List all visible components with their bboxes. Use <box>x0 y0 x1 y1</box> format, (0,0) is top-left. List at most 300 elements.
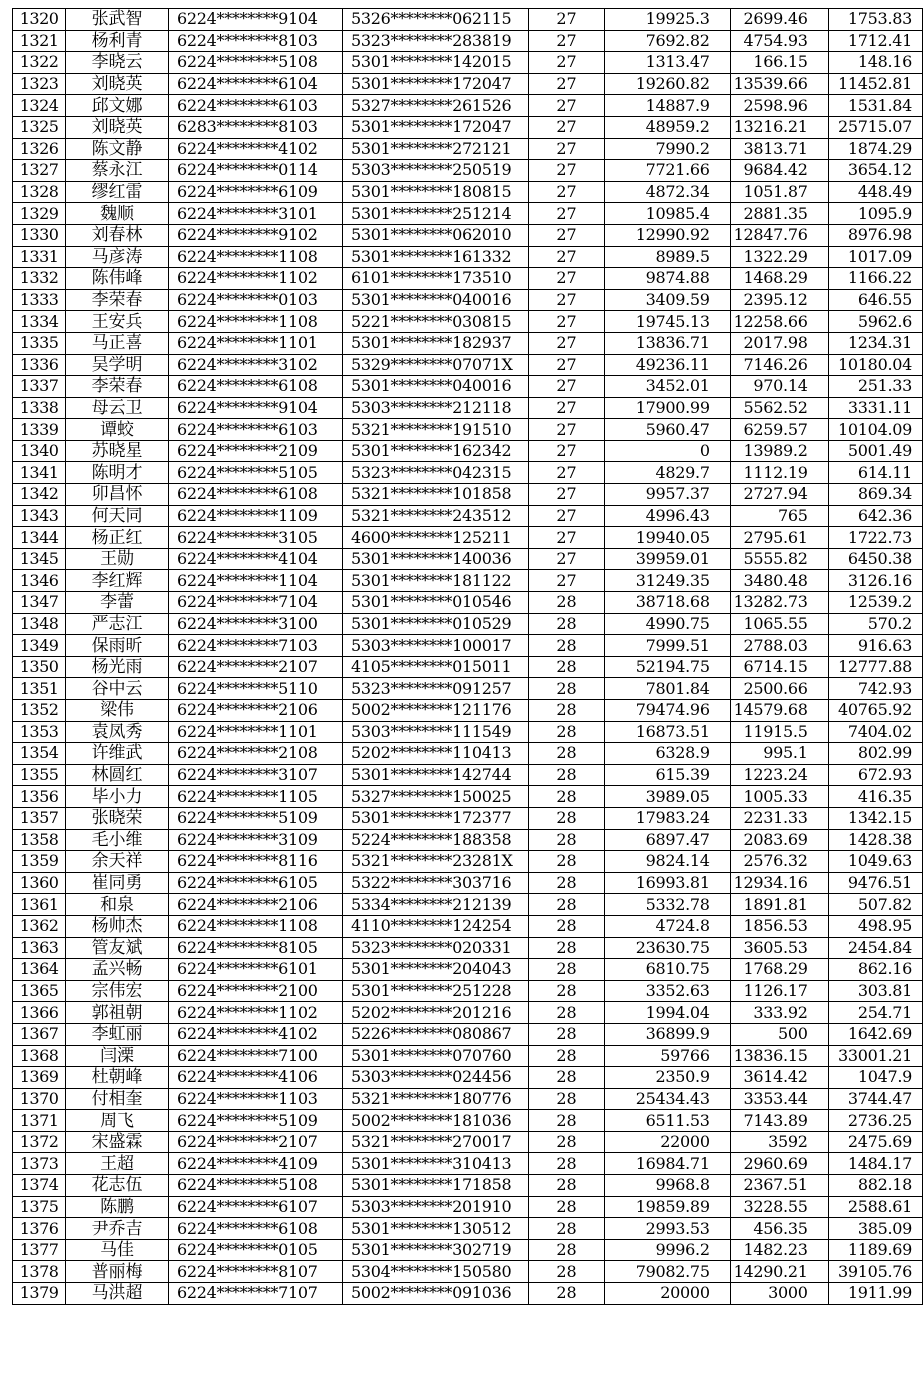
name-cell: 张晓荣 <box>66 807 169 829</box>
row-number-cell: 1339 <box>13 419 66 441</box>
amount-2-cell: 1482.23 <box>730 1239 828 1261</box>
amount-1-cell: 36899.9 <box>605 1023 730 1045</box>
table-row <box>13 1261 923 1283</box>
amount-2-cell: 2083.69 <box>730 829 828 851</box>
name-cell: 马彦涛 <box>66 246 169 268</box>
id-number-cell: 5301********142015 <box>342 52 528 74</box>
amount-3-cell: 12539.2 <box>828 592 922 614</box>
id-number-cell: 5329********07071X <box>342 354 528 376</box>
amount-2-cell: 1856.53 <box>730 915 828 937</box>
table-row <box>13 915 923 937</box>
name-cell: 刘春林 <box>66 224 169 246</box>
month-cell: 28 <box>528 1110 604 1132</box>
name-cell: 闫溧 <box>66 1045 169 1067</box>
name-cell: 陈伟峰 <box>66 268 169 290</box>
bank-card-number-cell: 6224********9104 <box>168 397 342 419</box>
row-number-cell: 1335 <box>13 332 66 354</box>
bank-card-number-cell: 6224********0103 <box>168 289 342 311</box>
row-number-cell: 1368 <box>13 1045 66 1067</box>
table-row <box>13 1153 923 1175</box>
name-cell: 毕小力 <box>66 786 169 808</box>
amount-1-cell: 6897.47 <box>605 829 730 851</box>
amount-3-cell: 251.33 <box>828 376 922 398</box>
row-number-cell: 1322 <box>13 52 66 74</box>
bank-card-number-cell: 6224********7104 <box>168 592 342 614</box>
amount-1-cell: 2350.9 <box>605 1067 730 1089</box>
row-number-cell: 1355 <box>13 764 66 786</box>
bank-card-number-cell: 6224********9104 <box>168 9 342 31</box>
bank-card-number-cell: 6224********1108 <box>168 915 342 937</box>
id-number-cell: 5202********110413 <box>342 743 528 765</box>
bank-card-number-cell: 6224********4104 <box>168 548 342 570</box>
amount-1-cell: 19859.89 <box>605 1196 730 1218</box>
amount-2-cell: 2881.35 <box>730 203 828 225</box>
amount-1-cell: 9957.37 <box>605 484 730 506</box>
amount-2-cell: 1051.87 <box>730 181 828 203</box>
bank-card-number-cell: 6224********2106 <box>168 700 342 722</box>
bank-card-number-cell: 6224********8105 <box>168 937 342 959</box>
amount-1-cell: 4996.43 <box>605 505 730 527</box>
amount-2-cell: 11915.5 <box>730 721 828 743</box>
amount-3-cell: 7404.02 <box>828 721 922 743</box>
id-number-cell: 5301********162342 <box>342 440 528 462</box>
amount-3-cell: 5001.49 <box>828 440 922 462</box>
id-number-cell: 5321********191510 <box>342 419 528 441</box>
month-cell: 27 <box>528 52 604 74</box>
table-row <box>13 700 923 722</box>
amount-3-cell: 2454.84 <box>828 937 922 959</box>
id-number-cell: 5002********181036 <box>342 1110 528 1132</box>
month-cell: 28 <box>528 1239 604 1261</box>
amount-1-cell: 12990.92 <box>605 224 730 246</box>
row-number-cell: 1375 <box>13 1196 66 1218</box>
amount-3-cell: 10104.09 <box>828 419 922 441</box>
amount-1-cell: 9968.8 <box>605 1175 730 1197</box>
table-row <box>13 1175 923 1197</box>
amount-1-cell: 49236.11 <box>605 354 730 376</box>
row-number-cell: 1338 <box>13 397 66 419</box>
amount-2-cell: 3813.71 <box>730 138 828 160</box>
amount-2-cell: 1891.81 <box>730 894 828 916</box>
row-number-cell: 1351 <box>13 678 66 700</box>
amount-1-cell: 4829.7 <box>605 462 730 484</box>
month-cell: 27 <box>528 289 604 311</box>
bank-card-number-cell: 6224********1102 <box>168 1002 342 1024</box>
row-number-cell: 1321 <box>13 30 66 52</box>
row-number-cell: 1350 <box>13 656 66 678</box>
bank-card-number-cell: 6224********3102 <box>168 354 342 376</box>
bank-card-number-cell: 6224********9102 <box>168 224 342 246</box>
row-number-cell: 1348 <box>13 613 66 635</box>
table-row <box>13 1088 923 1110</box>
amount-2-cell: 3605.53 <box>730 937 828 959</box>
bank-card-number-cell: 6224********3105 <box>168 527 342 549</box>
row-number-cell: 1342 <box>13 484 66 506</box>
table-row <box>13 1045 923 1067</box>
amount-2-cell: 2788.03 <box>730 635 828 657</box>
month-cell: 27 <box>528 95 604 117</box>
name-cell: 梁伟 <box>66 700 169 722</box>
table-row <box>13 116 923 138</box>
month-cell: 27 <box>528 116 604 138</box>
amount-1-cell: 19940.05 <box>605 527 730 549</box>
bank-card-number-cell: 6224********5108 <box>168 52 342 74</box>
bank-card-number-cell: 6224********3101 <box>168 203 342 225</box>
name-cell: 李红辉 <box>66 570 169 592</box>
amount-2-cell: 456.35 <box>730 1218 828 1240</box>
id-number-cell: 5322********303716 <box>342 872 528 894</box>
amount-1-cell: 2993.53 <box>605 1218 730 1240</box>
row-number-cell: 1358 <box>13 829 66 851</box>
bank-card-number-cell: 6224********7103 <box>168 635 342 657</box>
name-cell: 普丽梅 <box>66 1261 169 1283</box>
bank-card-number-cell: 6224********4102 <box>168 138 342 160</box>
amount-3-cell: 1095.9 <box>828 203 922 225</box>
month-cell: 27 <box>528 203 604 225</box>
table-row <box>13 138 923 160</box>
month-cell: 27 <box>528 376 604 398</box>
amount-3-cell: 742.93 <box>828 678 922 700</box>
month-cell: 28 <box>528 1023 604 1045</box>
amount-3-cell: 1911.99 <box>828 1283 922 1305</box>
row-number-cell: 1334 <box>13 311 66 333</box>
month-cell: 28 <box>528 915 604 937</box>
amount-1-cell: 4990.75 <box>605 613 730 635</box>
amount-1-cell: 79474.96 <box>605 700 730 722</box>
row-number-cell: 1366 <box>13 1002 66 1024</box>
row-number-cell: 1325 <box>13 116 66 138</box>
table-row <box>13 354 923 376</box>
amount-1-cell: 1313.47 <box>605 52 730 74</box>
amount-2-cell: 1322.29 <box>730 246 828 268</box>
amount-2-cell: 2795.61 <box>730 527 828 549</box>
id-number-cell: 5334********212139 <box>342 894 528 916</box>
amount-3-cell: 1753.83 <box>828 9 922 31</box>
amount-1-cell: 615.39 <box>605 764 730 786</box>
row-number-cell: 1362 <box>13 915 66 937</box>
amount-3-cell: 1342.15 <box>828 807 922 829</box>
amount-3-cell: 862.16 <box>828 959 922 981</box>
name-cell: 何天同 <box>66 505 169 527</box>
amount-2-cell: 166.15 <box>730 52 828 74</box>
month-cell: 28 <box>528 851 604 873</box>
id-number-cell: 5221********030815 <box>342 311 528 333</box>
table-row <box>13 160 923 182</box>
bank-card-number-cell: 6224********7100 <box>168 1045 342 1067</box>
row-number-cell: 1330 <box>13 224 66 246</box>
name-cell: 林圆红 <box>66 764 169 786</box>
bank-card-number-cell: 6224********2100 <box>168 980 342 1002</box>
bank-card-number-cell: 6224********3107 <box>168 764 342 786</box>
bank-card-number-cell: 6224********4109 <box>168 1153 342 1175</box>
amount-2-cell: 13989.2 <box>730 440 828 462</box>
row-number-cell: 1345 <box>13 548 66 570</box>
month-cell: 28 <box>528 894 604 916</box>
amount-2-cell: 13282.73 <box>730 592 828 614</box>
id-number-cell: 5301********172377 <box>342 807 528 829</box>
amount-1-cell: 3352.63 <box>605 980 730 1002</box>
month-cell: 28 <box>528 764 604 786</box>
bank-card-number-cell: 6224********1109 <box>168 505 342 527</box>
month-cell: 27 <box>528 397 604 419</box>
amount-1-cell: 5332.78 <box>605 894 730 916</box>
name-cell: 邱文娜 <box>66 95 169 117</box>
bank-card-number-cell: 6224********6103 <box>168 419 342 441</box>
month-cell: 27 <box>528 332 604 354</box>
amount-2-cell: 2231.33 <box>730 807 828 829</box>
amount-3-cell: 2475.69 <box>828 1131 922 1153</box>
bank-card-number-cell: 6224********8116 <box>168 851 342 873</box>
amount-2-cell: 4754.93 <box>730 30 828 52</box>
amount-2-cell: 14579.68 <box>730 700 828 722</box>
row-number-cell: 1364 <box>13 959 66 981</box>
table-row <box>13 505 923 527</box>
row-number-cell: 1333 <box>13 289 66 311</box>
row-number-cell: 1331 <box>13 246 66 268</box>
name-cell: 陈明才 <box>66 462 169 484</box>
amount-1-cell: 1994.04 <box>605 1002 730 1024</box>
month-cell: 28 <box>528 656 604 678</box>
month-cell: 28 <box>528 1153 604 1175</box>
id-number-cell: 5326********062115 <box>342 9 528 31</box>
amount-2-cell: 1223.24 <box>730 764 828 786</box>
amount-1-cell: 39959.01 <box>605 548 730 570</box>
amount-3-cell: 1531.84 <box>828 95 922 117</box>
table-row <box>13 743 923 765</box>
row-number-cell: 1377 <box>13 1239 66 1261</box>
row-number-cell: 1324 <box>13 95 66 117</box>
month-cell: 27 <box>528 138 604 160</box>
amount-2-cell: 2395.12 <box>730 289 828 311</box>
name-cell: 尹乔吉 <box>66 1218 169 1240</box>
amount-1-cell: 59766 <box>605 1045 730 1067</box>
month-cell: 27 <box>528 160 604 182</box>
month-cell: 28 <box>528 872 604 894</box>
amount-1-cell: 25434.43 <box>605 1088 730 1110</box>
name-cell: 蔡永江 <box>66 160 169 182</box>
amount-1-cell: 19260.82 <box>605 73 730 95</box>
id-number-cell: 5301********182937 <box>342 332 528 354</box>
amount-2-cell: 2598.96 <box>730 95 828 117</box>
amount-2-cell: 2576.32 <box>730 851 828 873</box>
amount-2-cell: 12258.66 <box>730 311 828 333</box>
month-cell: 27 <box>528 354 604 376</box>
amount-3-cell: 148.16 <box>828 52 922 74</box>
row-number-cell: 1340 <box>13 440 66 462</box>
name-cell: 谭蛟 <box>66 419 169 441</box>
month-cell: 27 <box>528 9 604 31</box>
id-number-cell: 5303********024456 <box>342 1067 528 1089</box>
table-row <box>13 311 923 333</box>
bank-card-number-cell: 6224********4106 <box>168 1067 342 1089</box>
amount-1-cell: 17900.99 <box>605 397 730 419</box>
name-cell: 崔同勇 <box>66 872 169 894</box>
id-number-cell: 5301********010546 <box>342 592 528 614</box>
id-number-cell: 4105********015011 <box>342 656 528 678</box>
id-number-cell: 5301********251214 <box>342 203 528 225</box>
bank-card-number-cell: 6224********3109 <box>168 829 342 851</box>
name-cell: 李荣春 <box>66 376 169 398</box>
id-number-cell: 5323********020331 <box>342 937 528 959</box>
name-cell: 宋盛霖 <box>66 1131 169 1153</box>
amount-2-cell: 2500.66 <box>730 678 828 700</box>
month-cell: 28 <box>528 1067 604 1089</box>
amount-3-cell: 39105.76 <box>828 1261 922 1283</box>
month-cell: 28 <box>528 1196 604 1218</box>
bank-card-number-cell: 6283********8103 <box>168 116 342 138</box>
table-row <box>13 30 923 52</box>
name-cell: 马正喜 <box>66 332 169 354</box>
row-number-cell: 1372 <box>13 1131 66 1153</box>
table-row <box>13 203 923 225</box>
amount-2-cell: 3480.48 <box>730 570 828 592</box>
amount-3-cell: 1047.9 <box>828 1067 922 1089</box>
amount-1-cell: 17983.24 <box>605 807 730 829</box>
month-cell: 28 <box>528 786 604 808</box>
amount-3-cell: 8976.98 <box>828 224 922 246</box>
table-row <box>13 937 923 959</box>
amount-3-cell: 5962.6 <box>828 311 922 333</box>
amount-3-cell: 1642.69 <box>828 1023 922 1045</box>
bank-card-number-cell: 6224********2106 <box>168 894 342 916</box>
row-number-cell: 1354 <box>13 743 66 765</box>
amount-1-cell: 6511.53 <box>605 1110 730 1132</box>
table-row <box>13 1196 923 1218</box>
amount-1-cell: 22000 <box>605 1131 730 1153</box>
amount-3-cell: 2736.25 <box>828 1110 922 1132</box>
table-row <box>13 570 923 592</box>
id-number-cell: 5327********150025 <box>342 786 528 808</box>
month-cell: 28 <box>528 829 604 851</box>
amount-3-cell: 416.35 <box>828 786 922 808</box>
name-cell: 袁凤秀 <box>66 721 169 743</box>
amount-3-cell: 2588.61 <box>828 1196 922 1218</box>
table-row <box>13 980 923 1002</box>
amount-3-cell: 3744.47 <box>828 1088 922 1110</box>
bank-card-number-cell: 6224********2108 <box>168 743 342 765</box>
amount-2-cell: 1005.33 <box>730 786 828 808</box>
row-number-cell: 1337 <box>13 376 66 398</box>
month-cell: 28 <box>528 937 604 959</box>
amount-3-cell: 1049.63 <box>828 851 922 873</box>
name-cell: 孟兴畅 <box>66 959 169 981</box>
row-number-cell: 1373 <box>13 1153 66 1175</box>
amount-3-cell: 3654.12 <box>828 160 922 182</box>
name-cell: 李虹丽 <box>66 1023 169 1045</box>
amount-2-cell: 13216.21 <box>730 116 828 138</box>
amount-1-cell: 7801.84 <box>605 678 730 700</box>
name-cell: 王勋 <box>66 548 169 570</box>
table-row <box>13 440 923 462</box>
table-row <box>13 1218 923 1240</box>
amount-2-cell: 6259.57 <box>730 419 828 441</box>
name-cell: 马佳 <box>66 1239 169 1261</box>
name-cell: 保雨昕 <box>66 635 169 657</box>
bank-card-number-cell: 6224********6108 <box>168 484 342 506</box>
row-number-cell: 1320 <box>13 9 66 31</box>
table-row <box>13 1283 923 1305</box>
id-number-cell: 5301********142744 <box>342 764 528 786</box>
month-cell: 27 <box>528 462 604 484</box>
month-cell: 27 <box>528 570 604 592</box>
id-number-cell: 4600********125211 <box>342 527 528 549</box>
row-number-cell: 1374 <box>13 1175 66 1197</box>
table-row <box>13 548 923 570</box>
row-number-cell: 1344 <box>13 527 66 549</box>
month-cell: 28 <box>528 1218 604 1240</box>
bank-card-number-cell: 6224********3100 <box>168 613 342 635</box>
amount-2-cell: 3353.44 <box>730 1088 828 1110</box>
amount-3-cell: 1722.73 <box>828 527 922 549</box>
amount-3-cell: 9476.51 <box>828 872 922 894</box>
table-row <box>13 1067 923 1089</box>
table-row <box>13 872 923 894</box>
amount-1-cell: 3452.01 <box>605 376 730 398</box>
amount-1-cell: 5960.47 <box>605 419 730 441</box>
name-cell: 刘晓英 <box>66 73 169 95</box>
amount-1-cell: 48959.2 <box>605 116 730 138</box>
amount-3-cell: 3331.11 <box>828 397 922 419</box>
amount-3-cell: 3126.16 <box>828 570 922 592</box>
name-cell: 谷中云 <box>66 678 169 700</box>
table-row <box>13 786 923 808</box>
name-cell: 陈文静 <box>66 138 169 160</box>
amount-1-cell: 16993.81 <box>605 872 730 894</box>
table-row <box>13 1002 923 1024</box>
name-cell: 李晓云 <box>66 52 169 74</box>
bank-card-number-cell: 6224********6104 <box>168 73 342 95</box>
month-cell: 28 <box>528 613 604 635</box>
id-number-cell: 5321********180776 <box>342 1088 528 1110</box>
name-cell: 杨利青 <box>66 30 169 52</box>
amount-1-cell: 9824.14 <box>605 851 730 873</box>
month-cell: 28 <box>528 1131 604 1153</box>
id-number-cell: 5224********188358 <box>342 829 528 851</box>
month-cell: 27 <box>528 73 604 95</box>
amount-3-cell: 802.99 <box>828 743 922 765</box>
id-number-cell: 5301********040016 <box>342 376 528 398</box>
amount-1-cell: 7721.66 <box>605 160 730 182</box>
table-row <box>13 851 923 873</box>
id-number-cell: 5301********130512 <box>342 1218 528 1240</box>
amount-1-cell: 13836.71 <box>605 332 730 354</box>
row-number-cell: 1347 <box>13 592 66 614</box>
amount-3-cell: 869.34 <box>828 484 922 506</box>
amount-3-cell: 6450.38 <box>828 548 922 570</box>
month-cell: 28 <box>528 743 604 765</box>
bank-card-number-cell: 6224********8103 <box>168 30 342 52</box>
month-cell: 27 <box>528 419 604 441</box>
bank-card-number-cell: 6224********1108 <box>168 311 342 333</box>
month-cell: 27 <box>528 311 604 333</box>
row-number-cell: 1328 <box>13 181 66 203</box>
amount-1-cell: 6810.75 <box>605 959 730 981</box>
id-number-cell: 5321********23281X <box>342 851 528 873</box>
id-number-cell: 5301********204043 <box>342 959 528 981</box>
id-number-cell: 5303********111549 <box>342 721 528 743</box>
id-number-cell: 5321********243512 <box>342 505 528 527</box>
table-row <box>13 959 923 981</box>
amount-1-cell: 19745.13 <box>605 311 730 333</box>
row-number-cell: 1379 <box>13 1283 66 1305</box>
name-cell: 王超 <box>66 1153 169 1175</box>
amount-2-cell: 12847.76 <box>730 224 828 246</box>
amount-2-cell: 12934.16 <box>730 872 828 894</box>
bank-card-number-cell: 6224********5105 <box>168 462 342 484</box>
bank-card-number-cell: 6224********5108 <box>168 1175 342 1197</box>
id-number-cell: 5303********250519 <box>342 160 528 182</box>
id-number-cell: 5321********101858 <box>342 484 528 506</box>
